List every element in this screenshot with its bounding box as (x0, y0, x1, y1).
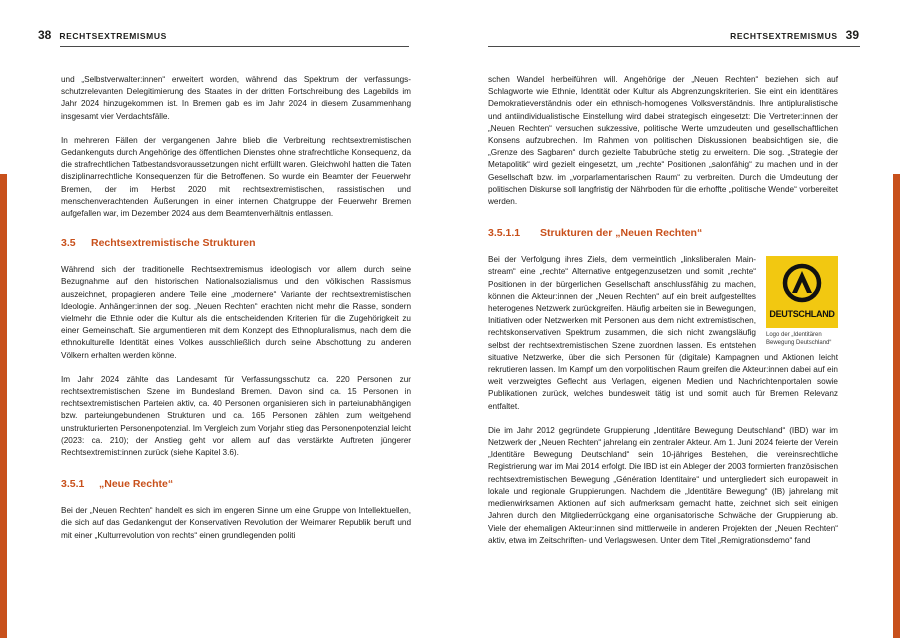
left-running-title: RECHTSEXTREMISMUS (59, 31, 167, 41)
heading-3-5-1-title: „Neue Rechte“ (99, 478, 174, 491)
right-paragraph-1: schen Wandel herbeiführen will. Angehörige der „Neuen Rechten“ beziehen sich auf Schlagworte wie Ethnie, Identität oder Kultur als Abgrenzungskriterien. Sie eint ein identitäres Demokratieverständnis oder ein ethnisch-homogenes Volksverständnis. Ihre antipluralistische und antiindividualistische Einstellung wird dabei strategisch eingesetzt: Die Vertreter:innen der „Neuen Rechten“ versuchen sukzessive, politische Werte umzudeuten und gesellschaftlichen Konsens aufzubrechen. Im Rahmen von politischen Diskussionen beabsichtigen sie, die „Grenze des Sagbaren“ durch gezielte Tabubrüche stetig zu erweitern. Die sog. „Strategie der Metapolitik“ wird gezielt eingesetzt, um „rechte“ Positionen „salonfähig“ zu machen und in der Gesellschaft bzw. im „vorparlamentarischen Raum“ zu verbreiten. Durch die Umdeutung der politischen Diskurse soll langfristig der Nährboden für die erhoffte „politische Wende“ vorbereitet werden. (488, 75, 838, 207)
left-accent-bar (0, 174, 7, 638)
left-page-number: 38 (38, 28, 52, 42)
right-paragraph-2: Bei der Verfolgung ihres Ziels, dem vermeintlich „linksliberalen Mainstream“ eine „rechte“ Alternative entgegenzusetzen und somit „rechte“ Positionen in der bürgerlichen Gesellschaft anschlussfähig zu machen, können die Akteur:innen der „Neuen Rechten“ auf ein breit aufgestelltes heterogenes Netzwerk zurückgreifen. Häufig arbeiten sie in Bewegungen, Initiativen oder Netzwerken mit Personen aus dem nicht extremistischen, rechtskonservativen Spektrum zusammen, die sich nicht zwangsläufig selbst der rechtsextremistischen Szene zuordnen lassen. Es entstehen situative Netzwerke, über die sich Personen für (digitale) Kampagnen und Aktionen leicht rekrutieren lassen. Im Kampf um den vorpolitischen Raum greifen die Akteur:innen dabei auf ein weit verzweigtes Geflecht aus Verlagen, eigenen Medien und Nachrichtenportalen sowie Publikationen zurück, welches bundesweit tätig ist und somit auch für Bremen Relevanz entfaltet. (488, 255, 838, 411)
right-header-rule (488, 46, 860, 47)
right-text-column (488, 74, 838, 559)
right-accent-bar (893, 174, 900, 638)
ibd-logo-figure (766, 256, 840, 347)
left-header-rule (60, 46, 409, 47)
heading-3-5-1-1-number: 3.5.1.1 (488, 227, 521, 240)
heading-3-5-1-number: 3.5.1 (61, 478, 85, 491)
logo-wordmark: DEUTSCHLAND (769, 309, 835, 320)
left-text-column (61, 74, 411, 554)
left-paragraph-3: Während sich der traditionelle Rechtsextremismus ideologisch vor allem durch seine Bezugnahme auf den historischen Nationalsozialismus und den völkischen Rassismus auszeichnet, propagieren andere Teile eine „modernere“ Variante der rechtsextremistischen Ideologie. Anhänger:innen der sog. „Neuen Rechten“ erachten nicht mehr die Rasse, sondern vielmehr die Ethnie oder die Kultur als die entscheidenden Kriterien für die Zugehörigkeit zu einer Gemeinschaft. Sie argumentieren mit dem Konzept des Ethnopluralismus, nach dem die ethnokulturelle Identität eines Volkes ausschließlich durch seine Abschottung zu anderen Völkern erhalten werden könne. (61, 265, 411, 360)
right-running-head (488, 28, 859, 46)
left-running-head (38, 28, 409, 46)
ibd-logo (766, 256, 838, 328)
heading-3-5-title: Rechtsextremistische Strukturen (91, 237, 256, 250)
left-paragraph-5: Bei der „Neuen Rechten“ handelt es sich im engeren Sinne um eine Gruppe von Intellektuellen, die sich auf das Gedankengut der Konservativen Revolution der Weimarer Republik beruft und mit einer „Kulturrevolution von rechts“ einen grundlegenden politi (61, 506, 411, 540)
heading-3-5 (61, 236, 411, 250)
right-page (450, 0, 900, 638)
left-paragraph-4: Im Jahr 2024 zählte das Landesamt für Verfassungsschutz ca. 220 Personen zur rechtsextremistischen Szene im Bundesland Bremen. Davon sind ca. 15 Personen in rechtsextremistischen Parteien aktiv, ca. 40 Personen organisieren sich in parteiunabhängigen bzw. parteiungebundenen Strukturen und ca. 165 Personen zählen zum weitgehend unstrukturierten Personenpotenzial. Im Vergleich zum Vorjahr stieg das Personenpotenzial leicht (2023: ca. 210); der Anstieg geht vor allem auf das verstärkte Auftreten jüngerer Rechtsextremist:innen zurück (siehe Kapitel 3.6). (61, 374, 411, 458)
heading-3-5-1-1 (488, 226, 838, 240)
right-paragraph-3: Die im Jahr 2012 gegründete Gruppierung „Identitäre Bewegung Deutschland“ (IBD) war im Netzwerk der „Neuen Rechten“ jahrelang ein zentraler Akteur. Am 1. Juni 2024 feierte der Verein „Identitäre Bewegung Deutschland“ sein 10-jähriges Bestehen, die vereinsrechtliche Registrierung war im Mai 2014 erfolgt. Die IBD ist ein Ableger der 2003 formierten französischen rechtsextremistischen Bewegung „Génération Identitaire“ und untergliedert sich europaweit in lokale und regionale Gruppierungen. Nachdem die „Identitäre Bewegung“ (IB) jahrelang mit medienwirksamen Aktionen auf sich aufmerksam gemacht hatte, zeichnet sich seit einigen Jahren durch den Mitgliederrückgang eine organisatorische Schwäche der Gruppierung ab. Viele der ehemaligen Akteur:innen sind mittlerweile in anderen Projekten der „Neuen Rechten“ aktiv, etwa im Zeitschriften- und Verlagswesen. Unter dem Titel „Remigrationsdemo“ fand (488, 425, 838, 545)
right-page-number: 39 (845, 28, 859, 42)
heading-3-5-number: 3.5 (61, 237, 76, 250)
left-paragraph-1: und „Selbstverwalter:innen“ erweitert worden, während das Spektrum der verfassungsschutzrelevanten Delegitimierung des Staates in der dritten Fortschreibung des Lagebilds im Jahr 2024 hinzugekommen ist. In Bremen gab es im Jahr 2024 in diesem Zusammenhang insgesamt vier Verdachtsfälle. (61, 75, 411, 121)
heading-3-5-1 (61, 477, 411, 491)
left-paragraph-2: In mehreren Fällen der vergangenen Jahre blieb die Verbreitung rechtsextremistischen Gedankenguts durch Angehörige des öffentlichen Dienstes ohne strafrechtliche Konsequenz, da die strafrechtlichen Tatbestandsvoraussetzungen nicht erfüllt waren. Gleichwohl hatten die Taten disziplinarrechtliche Konsequenzen für die Betroffenen. So wurde ein Beamter der Feuerwehr Bremen, der im Herbst 2020 mit rechtsextremistischen, rassistischen und menschenverachtenden Äußerungen in einer internen Chatgruppe der Feuerwehr Bremen aufgefallen war, im Dezember 2024 aus dem Beamtenverhältnis entlassen. (61, 135, 411, 219)
logo-caption: Logo der „Identitären Bewegung Deutschland“ (766, 332, 832, 347)
right-running-title: RECHTSEXTREMISMUS (730, 31, 838, 41)
heading-3-5-1-1-title: Strukturen der „Neuen Rechten“ (540, 227, 703, 240)
